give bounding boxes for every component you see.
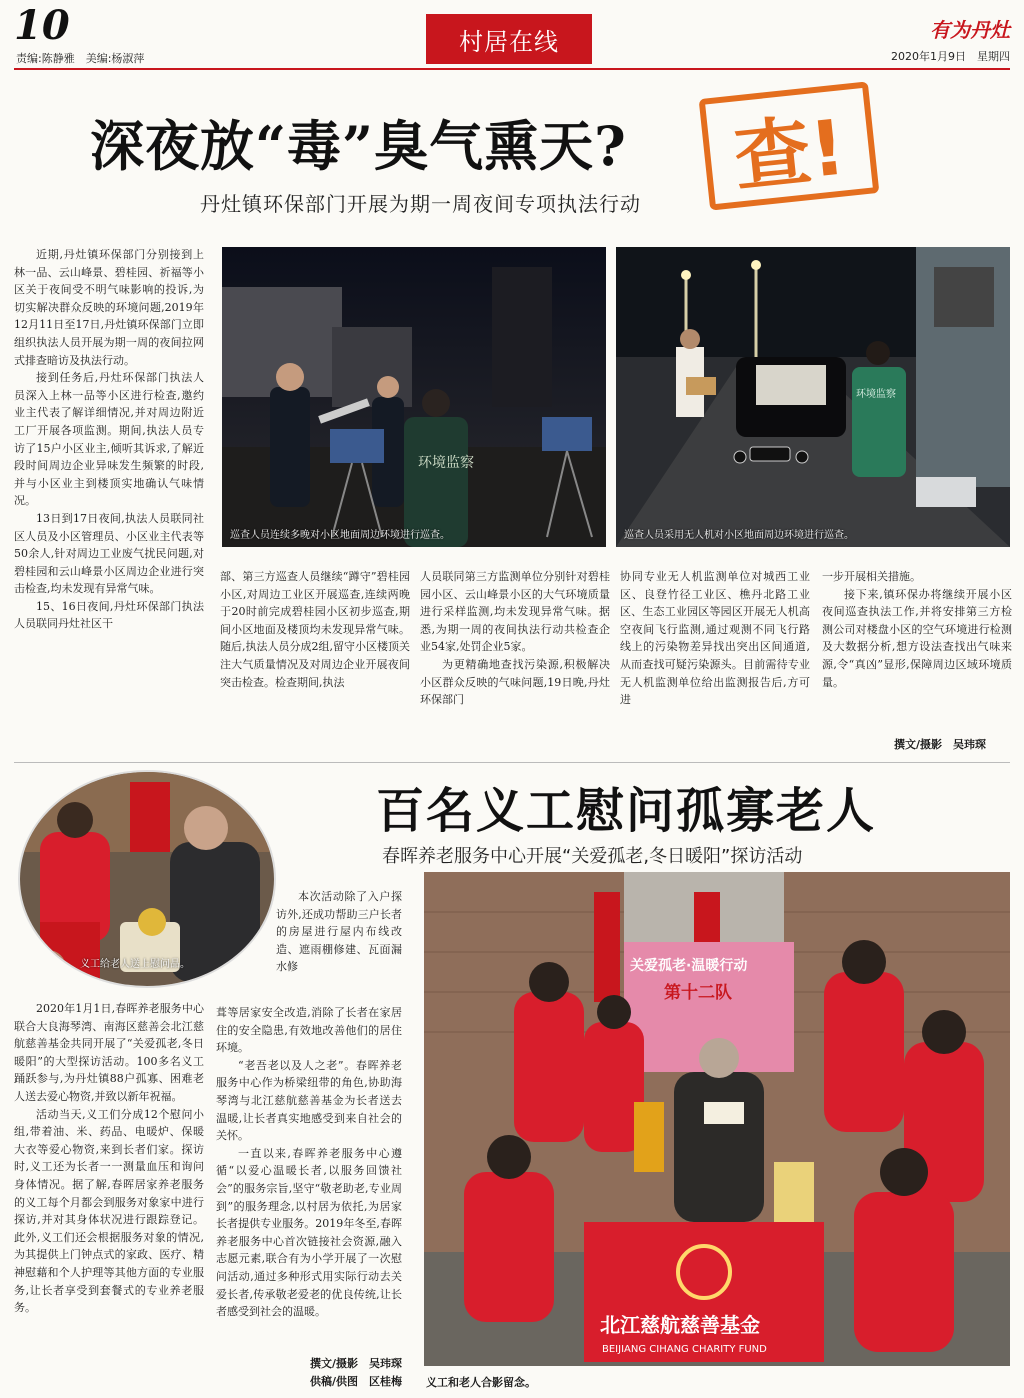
section-divider [14,762,1010,763]
section-tag: 村居在线 [426,14,592,64]
article1-byline: 撰文/摄影 吴玮琛 [894,738,987,751]
photo2-caption: 巡查人员采用无人机对小区地面周边环境进行巡查。 [624,530,854,541]
byline-writer: 撰文/摄影 吴玮琛 [309,1357,402,1370]
paragraph: 本次活动除了入户探访外,还成功帮助三户长者的房屋进行屋内布线改造、遮雨棚修建、瓦面漏水修 [276,890,402,974]
drone-inspection-photo [616,247,1010,547]
article2-column-2-top [276,888,402,976]
paragraph: 一直以来,春晖养老服务中心遵循“以爱心温暖长者,以服务回馈社会”的服务宗旨,坚守“敬老助老,专业周到”的服务理念,以村居为依托,为居家长者提供专业服务。2019年冬至,春晖养老服务中心首次链接社会资源,融入志愿元素,联合有为小学开展了一次慰问活动,通过多种形式用实际行动去关爱长者,传承敬老爱老的优良传统,让长者感受到社会的温暖。 [216,1146,402,1319]
article2-title: 百名义工慰问孤寡老人 [376,783,877,839]
masthead-logo: 有为丹灶 [930,18,1010,42]
article1-column-5 [822,568,1012,691]
article2-column-2 [216,1004,402,1321]
check-stamp: 查! [699,81,880,210]
article1-column-3 [420,568,610,709]
paragraph: 人员联同第三方监测单位分别针对碧桂园小区、云山峰景小区的大气环境质量进行采样监测,均未发现异常气味。据悉,为期一周的夜间执法行动共检查企业54家,处罚企业5家。 [420,570,610,654]
drone-inspection-illustration [616,247,1010,547]
paragraph: 13日到17日夜间,执法人员联同社区人员及小区管理员、小区业主代表等50余人,针对周边工业废气扰民问题,对碧桂园和云山峰景小区周边企业进行突击检查,均未发现有异常气味。 [14,511,204,596]
paragraph: 部、第三方巡查人员继续“蹲守”碧桂园小区,对周边工业区开展巡查,连续两晚于20时前完成碧桂园小区初步巡查,期间小区地面及楼顶均未发现异常气味。随后,执法人员分成2组,留守小区楼顶关注大气质量情况及对周边企业开展夜间突击检查。检查期间,执法 [220,570,410,689]
group-photo [424,872,1010,1366]
paragraph: 葺等居家安全改造,消除了长者在家居住的安全隐患,有效地改善他们的居住环境。 [216,1006,402,1055]
circle-photo-caption: 义工给老人送上慰问品。 [80,959,190,970]
banner-bottom-line-2: BEIJIANG CIHANG CHARITY FUND [602,1344,767,1355]
night-inspection-illustration [222,247,606,547]
paragraph: “老吾老以及人之老”。春晖养老服务中心作为桥梁纽带的角色,协助海琴湾与北江慈航慈善基金为长者送去温暖,让长者真实地感受到来自社会的关怀。 [216,1058,402,1143]
banner-top-line-1: 关爱孤老·温暖行动 [630,958,748,974]
byline-contributor: 供稿/供图 区桂梅 [309,1375,402,1388]
article2-column-1 [14,1000,204,1317]
vest-print-label: 环境监察 [856,389,896,400]
paragraph: 协同专业无人机监测单位对城西工业区、良登竹径工业区、樵丹北路工业区、生态工业园区等园区开展无人机高空夜间飞行监测,通过观测不同飞行路线上的污染物差异找出突出区间通道,从而查找可疑污染源头。目前需待专业无人机监测单位给出监测报告后,方可进 [620,570,810,707]
editors-credit: 责编:陈静雅 美编:杨淑萍 [16,52,145,65]
article1-column-2 [220,568,410,691]
article2-byline [262,1355,402,1391]
banner-bottom-line-1: 北江慈航慈善基金 [600,1313,760,1337]
banner-top-line-2: 第十二队 [664,983,732,1003]
paragraph: 活动当天,义工们分成12个慰问小组,带着油、米、药品、电暖炉、保暖大衣等爱心物资,来到长者们家。探访时,义工还为长者一一测量血压和询问身体情况。据了解,春晖居家养老服务的义工每个月都会到服务对象家中进行探访,并对其身体状况进行跟踪登记。此外,义工们还会根据服务对象的情况,为其提供上门钟点式的家政、医疗、精神慰藉和个人护理等其他方面的专业服务,让长者享受到套餐式的专业养老服务。 [14,1107,204,1315]
paragraph: 为更精确地查找污染源,积极解决小区群众反映的气味问题,19日晚,丹灶环保部门 [420,657,610,707]
paragraph: 近期,丹灶镇环保部门分别接到上林一品、云山峰景、碧桂园、祈福等小区关于夜间受不明气味影响的投诉,为切实解决群众反映的环境问题,2019年12月11日至17日,丹灶镇环保部门立即组织执法人员开展为期一周的夜间拉网式排查暗访及执法行动。 [14,248,204,367]
paragraph: 接下来,镇环保办将继续开展小区夜间巡查执法工作,并将安排第三方检测公司对楼盘小区的空气环境进行检测及大数据分析,想方设法查找出气味来源,令“真凶”显形,保障周边区域环境质量。 [822,587,1012,689]
volunteers-visit-photo [18,770,276,988]
article2-subtitle: 春晖养老服务中心开展“关爱孤老,冬日暖阳”探访活动 [382,846,803,867]
group-photo-illustration [424,872,1010,1366]
page-number: 10 [14,2,70,49]
article1-title: 深夜放“毒”臭气熏天? [90,114,627,178]
vest-print-label: 环境监察 [418,455,474,471]
header-rule [14,68,1010,70]
paragraph: 2020年1月1日,春晖养老服务中心联合大良海琴湾、南海区慈善会北江慈航慈善基金共同开展了“关爱孤老,冬日暖阳”的大型探访活动。100多名义工踊跃参与,为丹灶镇88户孤寡、困难老人送去爱心物资,并致以新年祝福。 [14,1002,204,1103]
article1-column-4 [620,568,810,709]
photo1-caption: 巡查人员连续多晚对小区地面周边环境进行巡查。 [230,530,450,541]
paragraph: 接到任务后,丹灶环保部门执法人员深入上林一品等小区进行检查,邀约业主代表了解详细情况,并对周边附近工厂开展各项监测。期间,执法人员专访了15户小区业主,倾听其诉求,了解近段时间周边企业异味发生频繁的时段,并与小区业主到楼顶实地确认气味情况。 [14,371,204,508]
group-photo-caption: 义工和老人合影留念。 [426,1376,536,1389]
article1-subtitle: 丹灶镇环保部门开展为期一周夜间专项执法行动 [200,192,641,216]
paragraph: 15、16日夜间,丹灶环保部门执法人员联同丹灶社区干 [14,599,204,631]
publication-date: 2020年1月9日 星期四 [891,50,1010,63]
paragraph: 一步开展相关措施。 [822,570,921,583]
night-inspection-photo [222,247,606,547]
article1-column-1 [14,246,204,633]
